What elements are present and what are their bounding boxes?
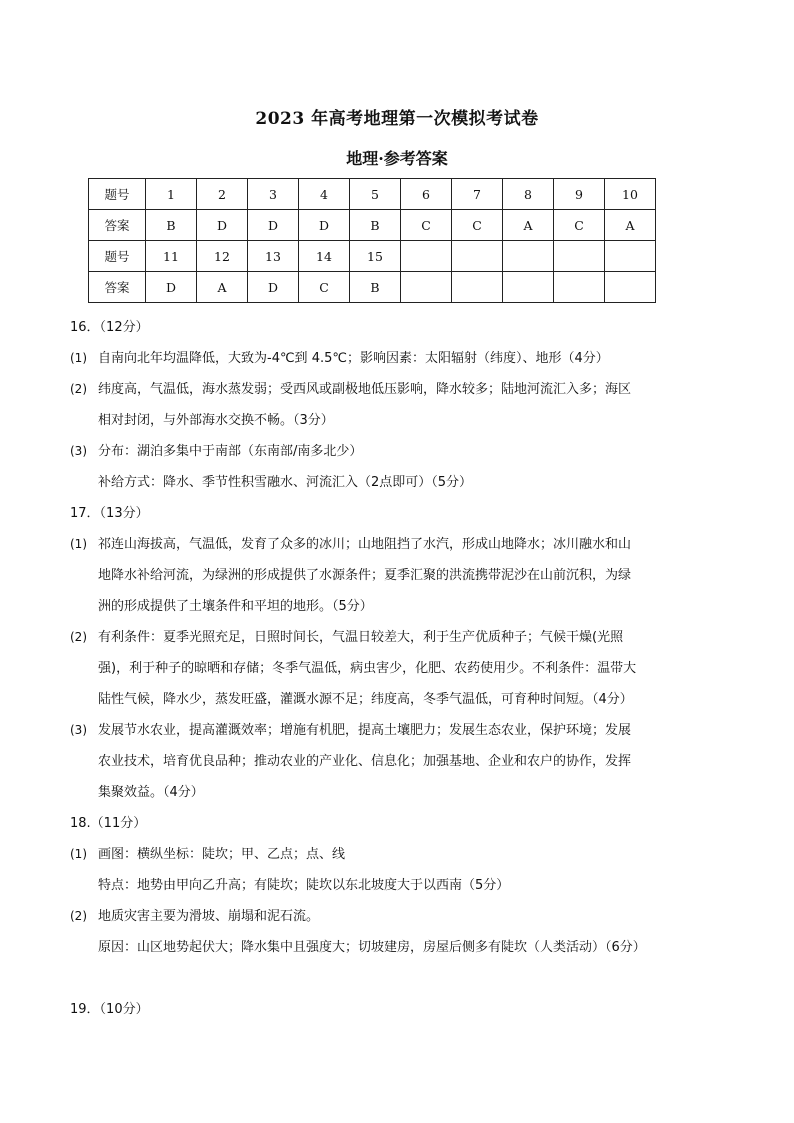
answer-table-cell — [605, 241, 656, 272]
answer-line: 补给方式：降水、季节性积雪融水、河流汇入（2点即可）（5分） — [98, 475, 473, 490]
answer-line: 原因：山区地势起伏大；降水集中且强度大；切坡建房，房屋后侧多有陡坎（人类活动）（6分） — [98, 940, 646, 955]
question-section — [70, 312, 690, 498]
answer-table-cell — [503, 272, 554, 303]
answer-line: 特点：地势由甲向乙升高；有陡坎；陡坎以东北坡度大于以西南（5分） — [98, 878, 510, 893]
answer-item-number: (3) — [70, 723, 87, 737]
answer-table-cell: 11 — [146, 241, 197, 272]
answer-table-row — [89, 272, 656, 303]
answer-line: 集聚效益。（4分） — [98, 785, 204, 800]
question-heading: 18.（11分） — [70, 816, 147, 831]
page-title: 2023 年高考地理第一次模拟考试卷 — [255, 109, 539, 129]
answer-table-cell: 4 — [299, 179, 350, 210]
answer-content — [70, 312, 690, 1025]
answer-line: 祁连山海拔高，气温低，发育了众多的冰川；山地阻挡了水汽，形成山地降水；冰川融水和山 — [98, 537, 632, 552]
answer-table-cell: D — [146, 272, 197, 303]
answer-line: 自南向北年均温降低，大致为-4℃到 4.5℃；影响因素：太阳辐射（纬度）、地形（4分） — [98, 351, 609, 366]
answer-table-cell — [401, 272, 452, 303]
answer-item — [70, 374, 690, 436]
answer-table-cell: 8 — [503, 179, 554, 210]
answer-item-number: (1) — [70, 847, 87, 861]
answer-item — [70, 622, 690, 715]
answer-line: 洲的形成提供了土壤条件和平坦的地形。（5分） — [98, 599, 373, 614]
answer-item — [70, 839, 690, 901]
page-subtitle: 地理·参考答案 — [346, 149, 448, 168]
answer-item-number: (2) — [70, 630, 87, 644]
answer-item-number: (2) — [70, 909, 87, 923]
answer-table-cell — [554, 241, 605, 272]
answer-table-cell: A — [197, 272, 248, 303]
answer-table-cell: C — [452, 210, 503, 241]
answer-item — [70, 343, 690, 374]
answer-table-cell: 6 — [401, 179, 452, 210]
answer-item — [70, 529, 690, 622]
answer-line: 分布：湖泊多集中于南部（东南部/南多北少） — [98, 444, 363, 459]
answer-table-cell: B — [146, 210, 197, 241]
answer-item-number: (2) — [70, 382, 87, 396]
answer-table-cell — [452, 272, 503, 303]
answer-table-cell: C — [299, 272, 350, 303]
answer-table-cell: D — [299, 210, 350, 241]
answer-line: 纬度高，气温低，海水蒸发弱；受西风或副极地低压影响，降水较多；陆地河流汇入多；海区 — [98, 382, 632, 397]
question-heading: 16．（12分） — [70, 320, 149, 335]
answer-table-cell: A — [503, 210, 554, 241]
answer-table-cell: 10 — [605, 179, 656, 210]
answer-table-cell — [452, 241, 503, 272]
answer-table-row — [89, 179, 656, 210]
answer-table-row — [89, 241, 656, 272]
answer-table-cell: C — [401, 210, 452, 241]
answer-table-row-label: 题号 — [89, 241, 146, 272]
answer-table-cell: 15 — [350, 241, 401, 272]
answer-table-cell: B — [350, 272, 401, 303]
answer-table-row-label: 题号 — [89, 179, 146, 210]
answer-item-number: (1) — [70, 537, 87, 551]
answer-line: 地质灾害主要为滑坡、崩塌和泥石流。 — [98, 909, 320, 924]
answer-line: 画图：横纵坐标：陡坎；甲、乙点；点、线 — [98, 847, 346, 862]
answer-line: 发展节水农业，提高灌溉效率；增施有机肥，提高土壤肥力；发展生态农业，保护环境；发展 — [98, 723, 632, 738]
answer-line: 地降水补给河流，为绿洲的形成提供了水源条件；夏季汇聚的洪流携带泥沙在山前沉积，为绿 — [98, 568, 632, 583]
answer-table-cell — [401, 241, 452, 272]
answer-table-cell: 3 — [248, 179, 299, 210]
question-heading: 17．（13分） — [70, 506, 149, 521]
answer-table-cell: B — [350, 210, 401, 241]
answer-table — [88, 178, 656, 303]
answer-table-cell: 1 — [146, 179, 197, 210]
answer-table-row-label: 答案 — [89, 272, 146, 303]
answer-line: 陆性气候，降水少，蒸发旺盛，灌溉水源不足；纬度高，冬季气温低，可育种时间短。（4分） — [98, 692, 633, 707]
question-heading: 19．（10分） — [70, 1002, 149, 1017]
answer-item — [70, 901, 690, 963]
answer-table-cell: D — [197, 210, 248, 241]
answer-table-row — [89, 210, 656, 241]
answer-table-cell — [554, 272, 605, 303]
answer-table-row-label: 答案 — [89, 210, 146, 241]
answer-line: 农业技术，培育优良品种；推动农业的产业化、信息化；加强基地、企业和农户的协作，发挥 — [98, 754, 632, 769]
answer-table-cell: 5 — [350, 179, 401, 210]
answer-table-cell: D — [248, 272, 299, 303]
answer-item-number: (3) — [70, 444, 87, 458]
answer-line: 相对封闭，与外部海水交换不畅。（3分） — [98, 413, 334, 428]
answer-line: 强)，利于种子的晾晒和存储；冬季气温低，病虫害少，化肥、农药使用少。不利条件：温带大 — [98, 661, 637, 676]
answer-table-cell: 2 — [197, 179, 248, 210]
answer-table-cell: 13 — [248, 241, 299, 272]
answer-table-cell: C — [554, 210, 605, 241]
answer-table-cell — [503, 241, 554, 272]
answer-line: 有利条件：夏季光照充足，日照时间长，气温日较差大，利于生产优质种子；气候干燥(光照 — [98, 630, 624, 645]
answer-table-cell: D — [248, 210, 299, 241]
answer-item-number: (1) — [70, 351, 87, 365]
answer-table-cell: 12 — [197, 241, 248, 272]
question-section — [70, 808, 690, 963]
answer-table-cell: 9 — [554, 179, 605, 210]
question-section — [70, 994, 690, 1025]
answer-table-cell: 14 — [299, 241, 350, 272]
answer-item — [70, 715, 690, 808]
question-section — [70, 498, 690, 808]
answer-table-cell: A — [605, 210, 656, 241]
answer-table-cell: 7 — [452, 179, 503, 210]
answer-table-cell — [605, 272, 656, 303]
answer-item — [70, 436, 690, 498]
